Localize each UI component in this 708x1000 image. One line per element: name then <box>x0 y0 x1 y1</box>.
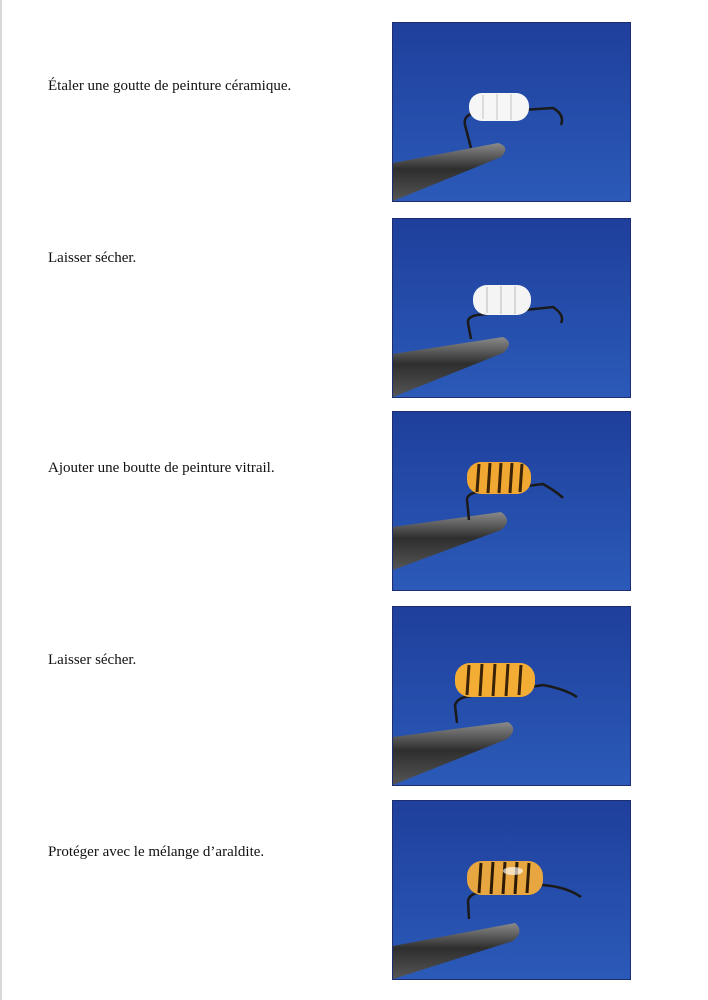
step-5-photo <box>393 801 630 979</box>
step-2-photo <box>393 219 630 397</box>
page-edge <box>0 0 2 1000</box>
step-2-text: Laisser sécher. <box>48 250 137 266</box>
fly-image <box>393 219 630 397</box>
gloss-highlight <box>503 867 523 875</box>
step-3-photo <box>393 412 630 590</box>
step-4-text: Laisser sécher. <box>48 652 137 668</box>
step-1-text: Étaler une goutte de peinture céramique. <box>48 78 292 94</box>
fly-image <box>393 412 630 590</box>
step-1-photo <box>393 23 630 201</box>
fly-body <box>469 93 529 121</box>
step-3-text: Ajouter une boutte de peinture vitrail. <box>48 460 275 476</box>
step-5-text: Protéger avec le mélange d’araldite. <box>48 844 265 860</box>
step-4-photo <box>393 607 630 785</box>
fly-image <box>393 801 630 979</box>
fly-image <box>393 607 630 785</box>
fly-image <box>393 23 630 201</box>
